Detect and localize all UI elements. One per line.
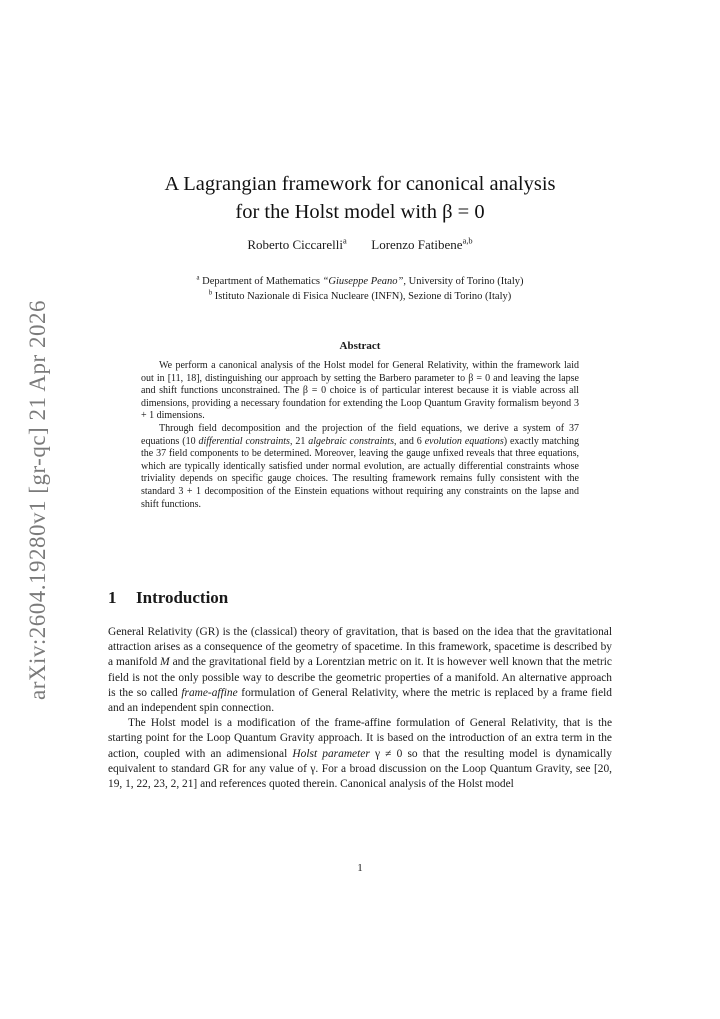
affiliation-line	[120, 274, 600, 289]
arxiv-identifier-text: arXiv:2604.19280v1 [gr-qc] 21 Apr 2026	[25, 300, 50, 700]
math-symbol: M	[160, 656, 170, 669]
arxiv-identifier-stamp	[18, 300, 58, 700]
affiliation-italic: “Giuseppe Peano”	[322, 276, 404, 287]
page-number: 1	[357, 862, 363, 874]
section-title-text: Introduction	[136, 588, 229, 607]
emphasis: Holst parameter	[292, 747, 370, 760]
section-number: 1	[108, 588, 117, 607]
affiliations	[120, 274, 600, 304]
title-line-2: for the Holst model with β = 0	[235, 201, 485, 223]
author-affiliation-mark: a,b	[462, 235, 473, 246]
abstract-body	[141, 360, 579, 511]
title-line-1: A Lagrangian framework for canonical analysis	[164, 173, 556, 195]
affiliation-mark: a	[196, 274, 200, 282]
affiliation-text: Istituto Nazionale di Fisica Nucleare (INFN), Sezione di Torino (Italy)	[214, 291, 512, 302]
introduction-body	[108, 625, 612, 792]
emphasis: evolution equations	[424, 435, 504, 447]
emphasis: algebraic constraints	[308, 435, 394, 447]
abstract-paragraph: Through field decomposition and the projection of the field equations, we derive a system of 37 equations (10 differential constraints, 21 algebraic constraints, and 6 evolution equations) exactly matching the 37 field components to be determined. Moreover, leaving the gauge unfixed reveals that three equations, which are typically identically satisfied under normal evolution, are actually differential constraints whose triviality depends on specific gauge choices. The resulting framework remains fully consistent with the standard 3 + 1 decomposition of the Einstein equations without requiring any constraints on the lapse and shift functions.	[141, 422, 579, 510]
emphasis: differential constraints	[198, 435, 290, 447]
affiliation-text: , University of Torino (Italy)	[403, 276, 524, 287]
affiliation-mark: b	[208, 289, 213, 297]
author-affiliation-mark: a	[343, 235, 347, 246]
author-name: Lorenzo Fatibene	[371, 237, 463, 252]
section-heading	[108, 588, 228, 608]
affiliation-line	[120, 289, 600, 304]
abstract-paragraph: We perform a canonical analysis of the Holst model for General Relativity, within the framework laid out in [11, 18], distinguishing our approach by setting the Barbero parameter to β = 0 and leaving the lapse and shift functions unconstrained. The β = 0 choice is of particular interest because it is viable across all dimensions, providing a necessary foundation for extending the Loop Quantum Gravity formalism beyond 3 + 1 dimensions.	[141, 360, 579, 422]
body-paragraph: General Relativity (GR) is the (classical) theory of gravitation, that is based on the idea that the gravitational attraction arises as a consequence of the geometry of spacetime. In this framework, spacetime is described by a manifold M and the gravitational field by a Lorentzian metric on it. It is however well known that the metric field is not the only possible way to describe the geometric properties of a manifold. An alternative approach is the so called frame-affine formulation of General Relativity, where the metric is replaced by a frame field and an independent spin connection.	[108, 626, 612, 715]
author-name: Roberto Ciccarelli	[247, 237, 343, 252]
author-list	[120, 237, 600, 253]
abstract-heading: Abstract	[339, 340, 381, 352]
emphasis: frame-affine	[181, 686, 238, 699]
body-paragraph: The Holst model is a modification of the frame-affine formulation of General Relativity, that is the starting point for the Loop Quantum Gravity approach. It is based on the introduction of an extra term in the action, coupled with an adimensional Holst parameter γ ≠ 0 so that the resulting model is dynamically equivalent to standard GR for any value of γ. For a broad discussion on the Loop Quantum Gravity, see [20, 19, 1, 22, 23, 2, 21] and references quoted therein. Canonical analysis of the Holst model	[108, 717, 612, 791]
paper-title	[120, 170, 600, 226]
affiliation-text: Department of Mathematics	[202, 276, 323, 287]
